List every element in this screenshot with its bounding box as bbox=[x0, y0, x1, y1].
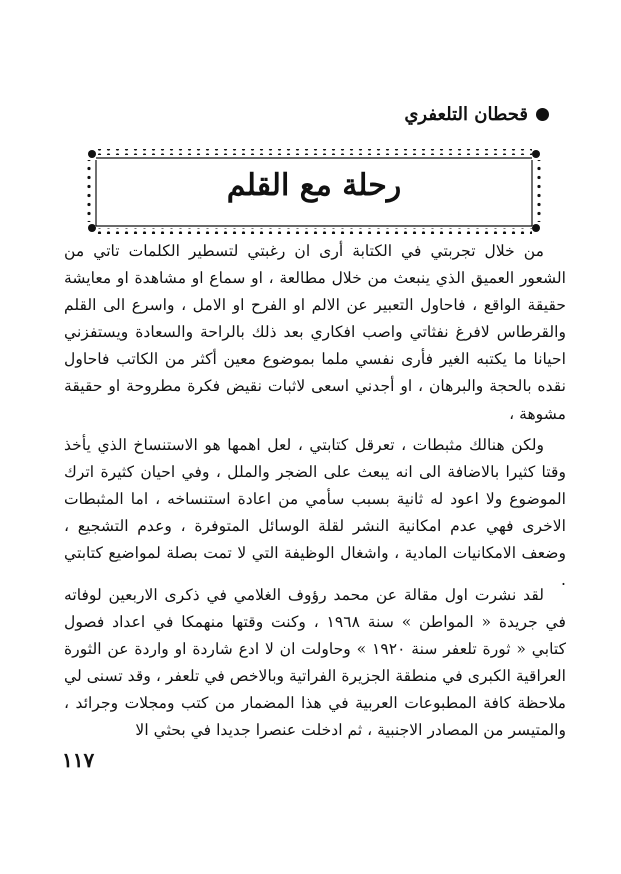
paragraph-text: من خلال تجربتي في الكتابة أرى ان رغبتي لتسطير الكلمات تاتي من الشعور العميق الذي ينبعث من خلال مطالعة ، او سماع او مشاهدة او معايشة حقيقة الواقع ، فاحاول التعبير عن الالم او الفرح او الامل ، واسرع الى القلم والقرطاس لافرغ نفثاتي واصب افكاري بعد ذلك بالراحة والسعادة ويستفزني احيانا ما يكتبه الغير فأرى نفسي ملما بموضوع معين أكثر من الكاتب فاحاول نقده بالحجة والبرهان ، او أجدني اسعى لاثبات نقيض فكرة مطروحة او حقيقة مشوهة ، bbox=[64, 242, 566, 423]
paragraph bbox=[64, 238, 566, 428]
bullet-icon bbox=[536, 108, 549, 121]
running-head bbox=[404, 104, 549, 125]
chapter-title: رحلة مع القلم bbox=[226, 168, 402, 203]
paragraph-text: ولكن هنالك مثبطات ، تعرقل كتابتي ، لعل اهمها هو الاستنساخ الذي يأخذ وقتا كثيرا بالاضافة الى انه يبعث على الضجر والملل ، وفي احيان كثيرة اترك الموضوع ولا اعود له ثانية بسبب سأمي من اعادة استنساخه ، اما المثبطات الاخرى فهي عدم امكانية النشر لقلة الوسائل المتوفرة ، وعدم التشجيع ، وضعف الامكانيات المادية ، واشغال الوظيفة التي لا تمت بصلة لمواضيع كتابتي . bbox=[64, 436, 566, 590]
chapter-title-frame bbox=[86, 146, 542, 234]
author-name: قحطان التلعفري bbox=[404, 104, 528, 125]
page-number: ١١٧ bbox=[62, 748, 95, 772]
paragraph bbox=[64, 432, 566, 595]
paragraph-text: لقد نشرت اول مقالة عن محمد رؤوف الغلامي في ذكرى الاربعين لوفاته في جريدة « المواطن » سنة ١٩٦٨ ، وكنت وقتها منهمكا في اعداد فصول كتابي « ثورة تلعفر سنة ١٩٢٠ » وحاولت ان لا ادع شاردة او واردة عن الثورة العراقية الكبرى في منطقة الجزيرة الفراتية وبالاخص في تلعفر ، وقد تسنى لي ملاحظة كافة المطبوعات العربية في هذا المضمار من كتب ومجلات وجرائد ، والمتيسر من المصادر الاجنبية ، ثم ادخلت عنصرا جديدا في بحثي الا bbox=[64, 586, 566, 740]
paragraph bbox=[64, 582, 566, 745]
